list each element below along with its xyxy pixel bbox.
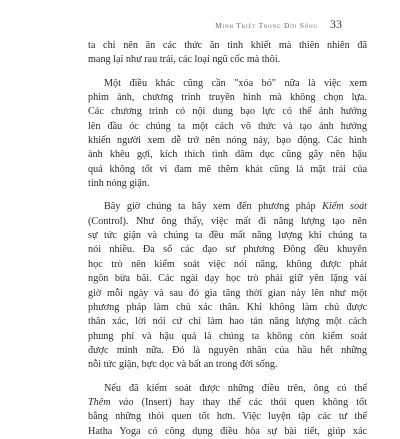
text-line: Bây giờ chúng ta hãy xem đến phương pháp Kiểm soát (104, 201, 367, 213)
text-line: nỗi tức giận, bực dọc và bất an trong đời sống. (88, 359, 278, 371)
paragraph (88, 39, 367, 68)
text-line: lên đầu óc chúng ta một cách vô thức và tạo ảnh hưởng (88, 120, 367, 132)
italic-term: Kiểm soát (322, 201, 367, 213)
body-text (88, 39, 367, 439)
text-line: Một điều khác cũng cần "xóa bỏ" nữa là việc xem (104, 77, 367, 89)
running-head (215, 17, 342, 32)
italic-term: Thêm vào (88, 396, 134, 408)
text-line: Hatha Yoga có công dụng điều hòa sự bài tiết, giúp xác (88, 425, 367, 437)
text-line: thân xác, lời nói cứ chỉ làm hao tán năng lượng một cách (88, 316, 367, 328)
text-line: sự tức giận và chúng ta đều mất năng lượng khi chúng ta (88, 230, 367, 242)
paragraph (88, 382, 367, 439)
text-line: phim ảnh, chương trình truyền hình mà không chọn lựa. (88, 92, 367, 104)
text-line: ngôn bừa bãi. Các ngài dạy học trò phải giữ yên lặng vài (88, 273, 367, 285)
text-line: được mình nữa. Đó là nguyên nhân của hầu hết những (88, 344, 367, 356)
text-line: mang lại như rau trái, các loại ngũ cốc mà thôi. (88, 54, 281, 66)
page-number: 33 (330, 17, 342, 31)
paragraph (88, 77, 367, 192)
text-line: phương pháp làm chủ xác thân. Khi không làm chủ được (88, 301, 367, 313)
text-line: quả không tốt vì đam mê thêm khát cũng là mặt trái của (88, 163, 367, 175)
text-line: phung phí và hậu quả là chúng ta không còn kiểm soát (88, 330, 367, 342)
text-line: giờ mỗi ngày và sau đó gia tăng thời gian này lên như một (88, 287, 367, 299)
text-line: nói nhiều. Đa số các đạo sư phương Đông đều khuyên (88, 244, 367, 256)
text-line: khiến người xem dễ trở nên nóng nảy, bạo động. Các hình (88, 135, 367, 147)
text-line: Các chương trình có nội dung bạo lực có thể ảnh hưởng (88, 106, 367, 118)
text-line: học trò nên kiểm soát việc nói năng, không được phát (88, 258, 367, 270)
text-line: ta chỉ nên ăn các thức ăn tinh khiết mà thiên nhiên đã (88, 40, 367, 51)
text-line: Thêm vào (Insert) hay thay thế các thói quen không tốt (88, 396, 367, 408)
text-line: tính nóng giận. (88, 178, 150, 190)
text-line: Nếu đã kiểm soát được những điều trên, ông có thể (104, 382, 367, 394)
text-line: (Control). Như ông thấy, việc mất đi năng lượng tạo nên (88, 215, 367, 227)
text-line: ảnh khêu gợi, kích thích tình dâm dục cũng gây nên hậu (88, 149, 367, 161)
running-title: Minh Triết Trong Đời Sống (215, 21, 318, 30)
text-line: bằng những thói quen tốt hơn. Việc luyện tập các tư thế (88, 411, 367, 423)
paragraph (88, 200, 367, 372)
